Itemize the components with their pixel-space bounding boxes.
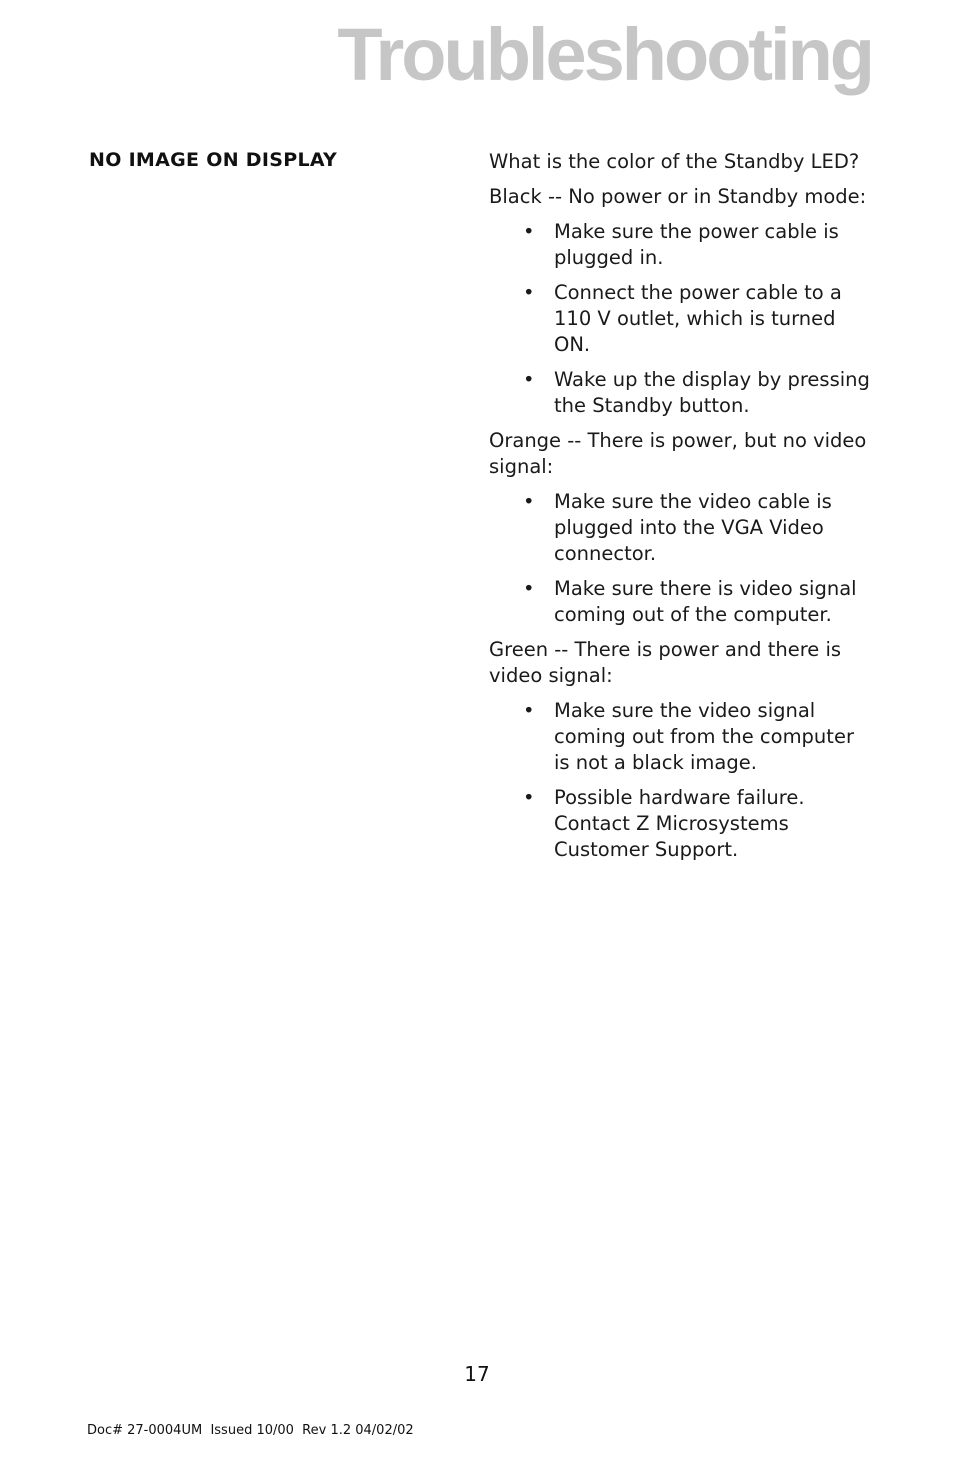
list-item-text: Wake up the display by pressing the Standby button. — [554, 368, 870, 417]
page-number: 17 — [464, 1362, 490, 1386]
list-item-text: Connect the power cable to a 110 V outlet, which is turned ON. — [554, 281, 842, 356]
list-item — [489, 489, 874, 567]
list-item — [489, 698, 874, 776]
group-label-black: Black -- No power or in Standby mode: — [489, 185, 867, 208]
troubleshooting-content — [489, 149, 874, 872]
green-steps-list — [489, 698, 874, 863]
bullet-icon: • — [523, 786, 535, 809]
list-item — [489, 280, 874, 358]
list-item-text: Make sure the video signal coming out from the computer is not a black image. — [554, 699, 854, 774]
list-item-text: Make sure the video cable is plugged into the VGA Video connector. — [554, 490, 832, 565]
list-item — [489, 785, 874, 863]
document-footer: Doc# 27-0004UM Issued 10/00 Rev 1.2 04/02/02 — [87, 1423, 414, 1438]
orange-steps-list — [489, 489, 874, 628]
led-question: What is the color of the Standby LED? — [489, 150, 860, 173]
bullet-icon: • — [523, 577, 535, 600]
bullet-icon: • — [523, 699, 535, 722]
group-label-green: Green -- There is power and there is video signal: — [489, 638, 842, 687]
black-steps-list — [489, 219, 874, 419]
bullet-icon: • — [523, 368, 535, 391]
list-item-text: Make sure there is video signal coming out of the computer. — [554, 577, 857, 626]
list-item-text: Make sure the power cable is plugged in. — [554, 220, 839, 269]
bullet-icon: • — [523, 490, 535, 513]
page-title: Troubleshooting — [337, 13, 872, 96]
list-item — [489, 219, 874, 271]
bullet-icon: • — [523, 281, 535, 304]
list-item — [489, 576, 874, 628]
section-heading: NO IMAGE ON DISPLAY — [89, 149, 338, 171]
list-item — [489, 367, 874, 419]
bullet-icon: • — [523, 220, 535, 243]
list-item-text: Possible hardware failure. Contact Z Microsystems Customer Support. — [554, 786, 805, 861]
group-label-orange: Orange -- There is power, but no video signal: — [489, 429, 867, 478]
